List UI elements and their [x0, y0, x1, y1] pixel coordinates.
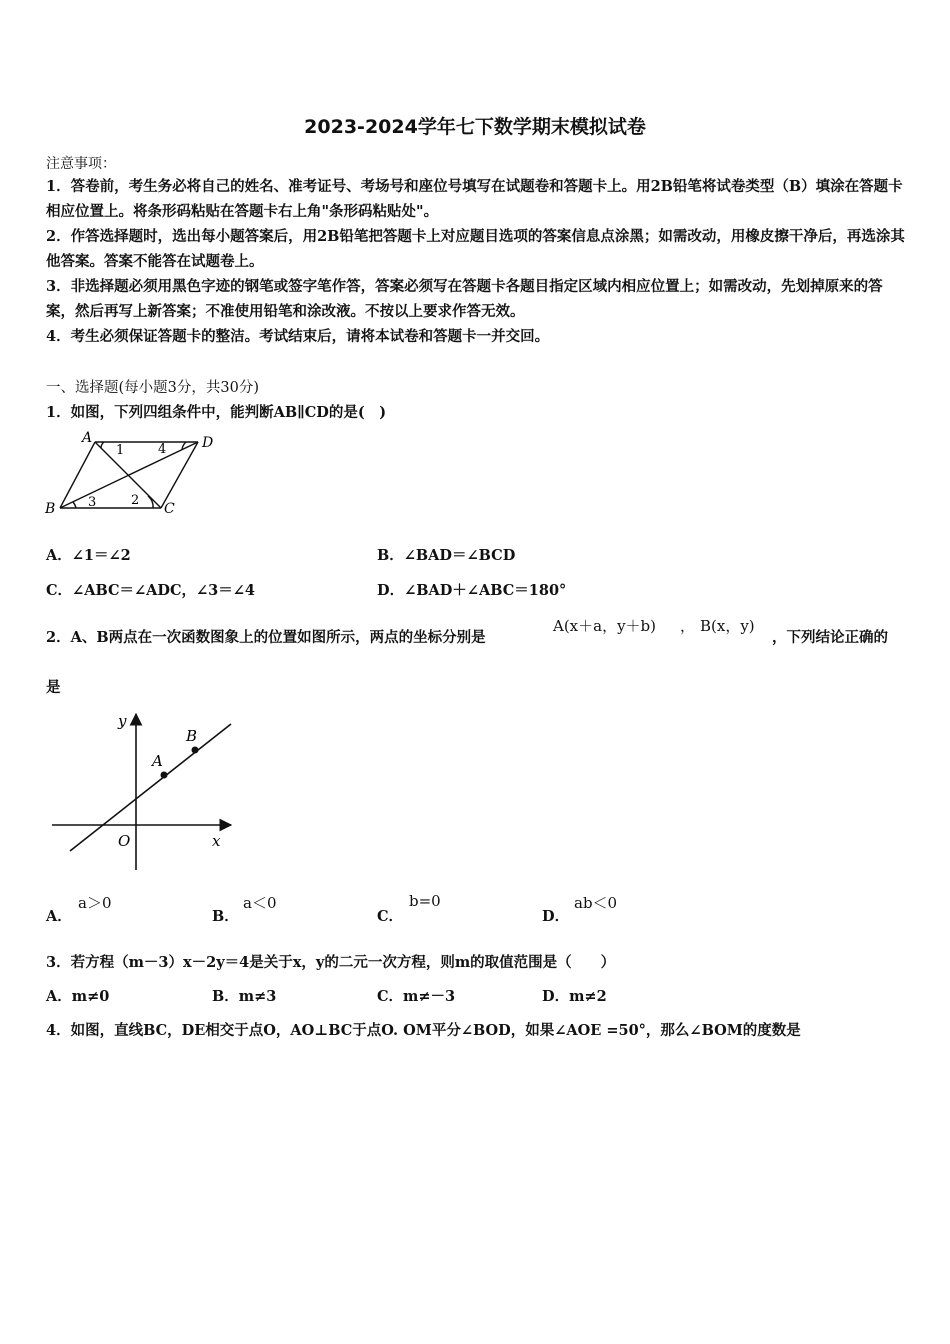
note-4: 4．考生必须保证答题卡的整洁。考试结束后，请将本试卷和答题卡一并交回。 [46, 328, 550, 345]
question-1-option-c: C．∠ABC＝∠ADC，∠3＝∠4 [46, 582, 255, 599]
question-1-option-a: A．∠1＝∠2 [46, 547, 131, 564]
angle-2-label: 2 [131, 493, 140, 508]
question-2-option-a-letter: A． [46, 908, 72, 925]
question-2-option-b-letter: B． [212, 908, 239, 925]
question-4-stem: 4．如图，直线BC，DE相交于点O，AO⊥BC于点O. OM平分∠BOD，如果∠AOE =50°，那么∠BOM的度数是 [46, 1022, 801, 1039]
angle-4-label: 4 [158, 442, 167, 457]
angle-3-label: 3 [88, 495, 97, 510]
x-axis-label: x [212, 832, 221, 850]
question-1-option-d: D．∠BAD＋∠ABC＝180° [377, 582, 567, 599]
question-3-option-b: B．m≠3 [212, 988, 277, 1005]
question-2-option-a-expr: a＞0 [78, 894, 112, 912]
note-1: 1．答卷前，考生务必将自己的姓名、准考证号、考场号和座位号填写在试题卷和答题卡上。用2B铅笔将试卷类型（B）填涂在答题卡相应位置上。将条形码粘贴在答题卡右上角"条形码粘贴处"。 [46, 178, 903, 220]
section-heading: 一、选择题(每小题3分，共30分) [46, 380, 259, 396]
coordinate-b: B(x，y) [700, 617, 755, 635]
question-2-stem [46, 626, 486, 647]
parallelogram-figure [40, 428, 230, 520]
point-a-label: A [152, 752, 163, 770]
label-D: D [202, 435, 214, 451]
label-B: B [45, 501, 56, 517]
question-1-option-b: B．∠BAD＝∠BCD [377, 547, 516, 564]
question-3-option-d: D．m≠2 [542, 988, 607, 1005]
exam-title: 2023-2024学年七下数学期末模拟试卷 [304, 116, 646, 138]
coordinate-separator: ， [680, 617, 696, 635]
question-2-option-d-expr: ab＜0 [574, 894, 618, 912]
point-a [161, 772, 168, 779]
y-axis-label: y [118, 712, 127, 730]
angle-1-label: 1 [116, 443, 125, 458]
notes-heading: 注意事项： [46, 156, 116, 172]
point-b-label: B [186, 727, 198, 745]
question-2-option-c-expr: b=0 [409, 892, 441, 910]
point-b [192, 747, 199, 754]
note-2: 2．作答选择题时，选出每小题答案后，用2B铅笔把答题卡上对应题目选项的答案信息点涂黑；如需改动，用橡皮擦干净后，再选涂其他答案。答案不能答在试题卷上。 [46, 228, 905, 270]
question-2-option-b-expr: a＜0 [243, 894, 277, 912]
note-3: 3．非选择题必须用黑色字迹的钢笔或签字笔作答，答案必须写在答题卡各题目指定区域内相应位置上；如需改动，先划掉原来的答案，然后再写上新答案；不准使用铅笔和涂改液。不按以上要求作答无效。 [46, 278, 883, 320]
origin-label: O [118, 832, 131, 850]
question-2-stem-cont: 是 [46, 679, 61, 696]
question-1-stem: 1．如图，下列四组条件中，能判断AB∥CD的是( ) [46, 404, 387, 421]
question-2-option-d-letter: D． [542, 908, 570, 925]
question-3-option-c: C．m≠－3 [377, 988, 456, 1005]
question-3-stem: 3．若方程（m－3）x－2y＝4是关于x，y的二元一次方程，则m的取值范围是（ ） [46, 954, 616, 971]
question-3-option-a: A．m≠0 [46, 988, 110, 1005]
question-2-stem-pre: 2．A、B两点在一次函数图象上的位置如图所示，两点的坐标分别是 [46, 629, 486, 646]
label-A: A [82, 430, 93, 446]
label-C: C [164, 501, 175, 517]
linear-function-graph [48, 708, 238, 874]
coordinate-a: A(x＋a，y＋b) [553, 617, 657, 635]
question-2-option-c-letter: C． [377, 908, 404, 925]
question-2-stem-post: ，下列结论正确的 [772, 629, 888, 646]
